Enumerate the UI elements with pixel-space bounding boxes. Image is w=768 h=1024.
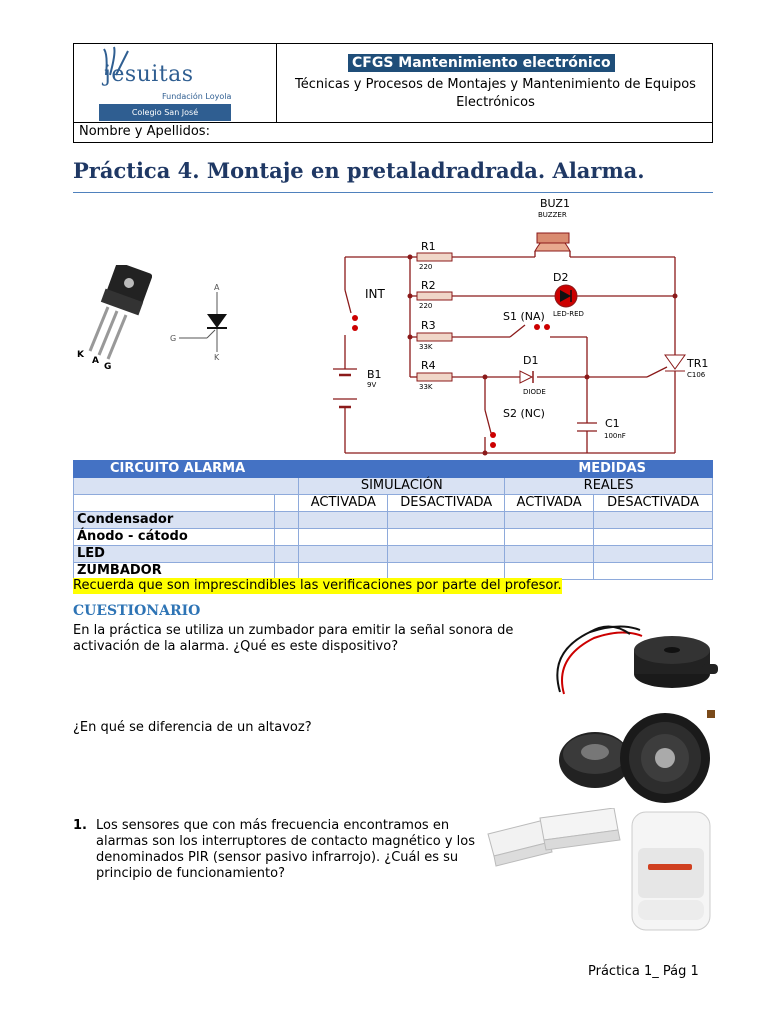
table-cell[interactable] xyxy=(505,512,594,529)
c1-ref: C1 xyxy=(605,417,620,430)
course-title: CFGS Mantenimiento electrónico xyxy=(348,54,615,72)
table-row xyxy=(74,563,713,580)
r4-value: 33K xyxy=(419,383,433,391)
alarm-circuit-schematic xyxy=(325,195,725,460)
pin-label: K xyxy=(77,350,84,360)
header-divider xyxy=(276,44,277,122)
s1-ref: S1 (NA) xyxy=(503,310,545,323)
highlight-note: Recuerda que son imprescindibles las verificaciones por parte del profesor. xyxy=(73,578,562,593)
table-cell[interactable] xyxy=(299,512,388,529)
speakers-photo xyxy=(555,708,720,803)
scr-component-image xyxy=(72,265,152,375)
row-label: LED xyxy=(74,546,275,563)
buzzer-ref: BUZ1 xyxy=(540,197,570,210)
r3-ref: R3 xyxy=(421,319,436,332)
table-cell[interactable] xyxy=(299,563,388,580)
sim-activada-header: ACTIVADA xyxy=(299,495,388,512)
symbol-label: K xyxy=(214,353,220,362)
table-cell[interactable] xyxy=(388,546,505,563)
row-label: Condensador xyxy=(74,512,275,529)
table-cell[interactable] xyxy=(594,512,713,529)
table-cell[interactable] xyxy=(594,529,713,546)
symbol-label: G xyxy=(170,334,177,343)
question-number: 1. xyxy=(73,818,87,833)
table-row xyxy=(74,478,713,495)
buzzer-value: BUZZER xyxy=(538,211,567,219)
table-cell[interactable] xyxy=(388,529,505,546)
buzzer-photo xyxy=(550,612,720,697)
int-ref: INT xyxy=(365,287,385,301)
table-row xyxy=(74,512,713,529)
b1-ref: B1 xyxy=(367,368,382,381)
tr1-value: C106 xyxy=(687,371,706,379)
reales-header: REALES xyxy=(505,478,713,495)
table-row xyxy=(74,495,713,512)
logo-name: jesuitas xyxy=(104,62,194,87)
table-cell[interactable] xyxy=(388,512,505,529)
measurement-table xyxy=(73,460,713,580)
page-footer: Práctica 1_ Pág 1 xyxy=(588,964,699,979)
r3-value: 33K xyxy=(419,343,433,351)
table-cell[interactable] xyxy=(505,529,594,546)
name-label: Nombre y Apellidos: xyxy=(79,124,210,139)
header-divider xyxy=(74,122,712,123)
r2-ref: R2 xyxy=(421,279,436,292)
table-header-left: CIRCUITO ALARMA xyxy=(74,461,299,478)
r2-value: 220 xyxy=(419,302,433,310)
sensors-photo xyxy=(484,808,714,933)
title-rule xyxy=(73,192,713,193)
real-desactivada-header: DESACTIVADA xyxy=(594,495,713,512)
sim-desactivada-header: DESACTIVADA xyxy=(388,495,505,512)
table-cell[interactable] xyxy=(299,546,388,563)
symbol-label: A xyxy=(214,283,220,292)
d2-value: LED-RED xyxy=(553,310,584,318)
logo-school: Colegio San José xyxy=(99,104,231,121)
real-activada-header: ACTIVADA xyxy=(505,495,594,512)
table-cell[interactable] xyxy=(594,563,713,580)
table-cell[interactable] xyxy=(505,563,594,580)
question-2: ¿En qué se diferencia de un altavoz? xyxy=(73,720,312,735)
table-cell[interactable] xyxy=(388,563,505,580)
r1-ref: R1 xyxy=(421,240,436,253)
scr-symbol-image xyxy=(165,282,235,362)
d2-ref: D2 xyxy=(553,271,569,284)
d1-ref: D1 xyxy=(523,354,539,367)
question-3: Los sensores que con más frecuencia encontramos en alarmas son los interruptores de contacto magnético y los denominados PIR (sensor pasivo infrarrojo). ¿Cuál es su principio de funcionamiento? xyxy=(96,818,476,881)
table-header-row xyxy=(74,461,713,478)
table-row xyxy=(74,529,713,546)
table-cell[interactable] xyxy=(594,546,713,563)
d1-value: DIODE xyxy=(523,388,546,396)
page-title: Práctica 4. Montaje en pretaladradrada. Alarma. xyxy=(73,158,645,183)
r4-ref: R4 xyxy=(421,359,436,372)
table-row xyxy=(74,546,713,563)
row-label: Ánodo - cátodo xyxy=(74,529,275,546)
logo-foundation: Fundación Loyola xyxy=(162,92,232,101)
question-1: En la práctica se utiliza un zumbador para emitir la señal sonora de activación de la alarma. ¿Qué es este dispositivo? xyxy=(73,623,514,654)
simulacion-header: SIMULACIÓN xyxy=(299,478,505,495)
s2-ref: S2 (NC) xyxy=(503,407,545,420)
header-box xyxy=(73,43,713,143)
c1-value: 100nF xyxy=(604,432,626,440)
table-header-right: MEDIDAS xyxy=(299,461,713,478)
course-subtitle: Técnicas y Procesos de Montajes y Mantenimiento de Equipos Electrónicos xyxy=(295,77,696,110)
tr1-ref: TR1 xyxy=(687,357,709,370)
pin-label: G xyxy=(104,362,112,372)
table-cell[interactable] xyxy=(299,529,388,546)
questionnaire-heading: CUESTIONARIO xyxy=(73,603,201,619)
row-label: ZUMBADOR xyxy=(74,563,275,580)
pin-label: A xyxy=(92,356,99,366)
r1-value: 220 xyxy=(419,263,433,271)
table-cell[interactable] xyxy=(505,546,594,563)
b1-value: 9V xyxy=(367,381,377,389)
